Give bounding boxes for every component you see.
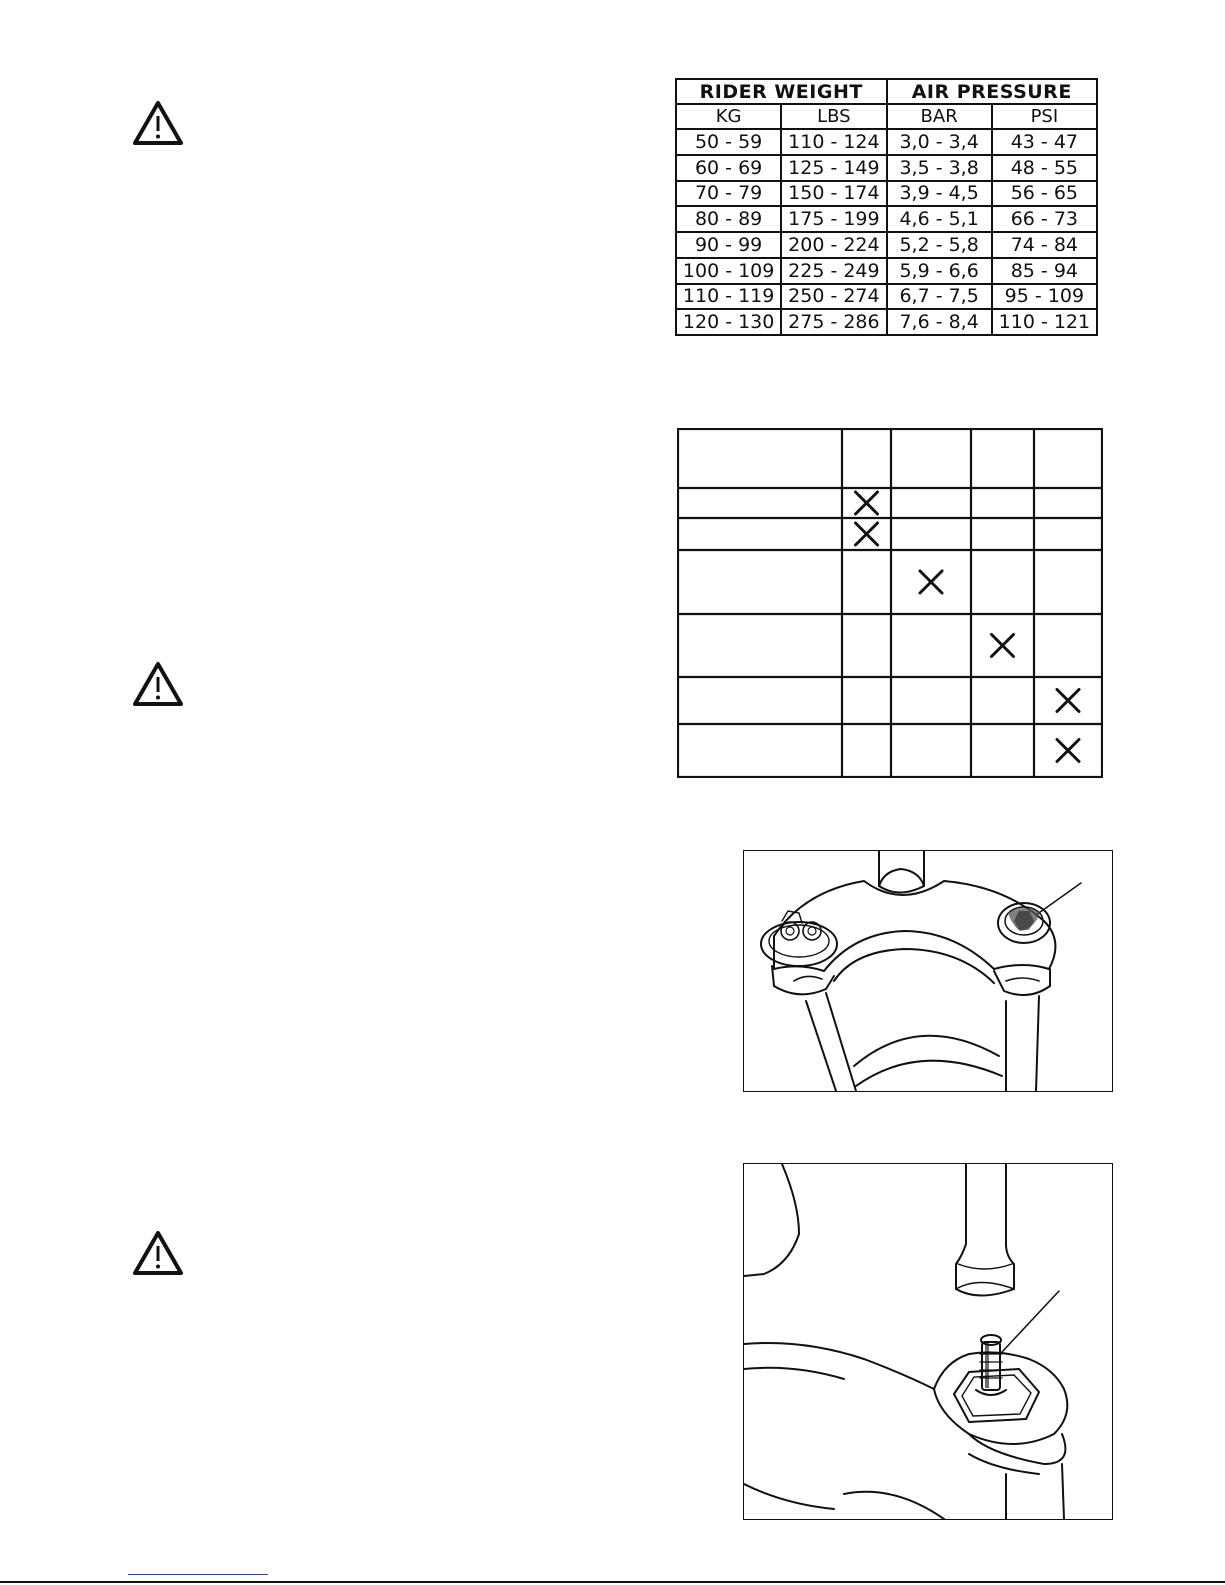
pressure-table-row [676,206,1097,232]
fork-crown-figure [743,850,1113,1092]
rider-weight-header: RIDER WEIGHT [676,79,887,104]
cross-icon [992,635,1014,657]
pressure-cell-kg: 90 - 99 [676,232,781,258]
pressure-cell-kg: 110 - 119 [676,284,781,310]
pressure-cell-lbs: 175 - 199 [781,206,886,232]
pressure-cell-psi: 56 - 65 [992,181,1097,207]
pressure-cell-bar: 4,6 - 5,1 [887,206,992,232]
pressure-cell-lbs: 275 - 286 [781,309,886,335]
pressure-cell-bar: 5,9 - 6,6 [887,258,992,284]
pressure-table-row [676,155,1097,181]
pressure-cell-lbs: 110 - 124 [781,129,886,155]
pressure-table-row [676,309,1097,335]
cross-icon [920,571,942,593]
pressure-cell-psi: 110 - 121 [992,309,1097,335]
pressure-cell-bar: 6,7 - 7,5 [887,284,992,310]
pressure-cell-kg: 60 - 69 [676,155,781,181]
warning-triangle-icon [132,661,184,707]
warning-triangle-icon [132,100,184,146]
pressure-cell-lbs: 200 - 224 [781,232,886,258]
footer-link-underline[interactable] [128,1574,268,1575]
pressure-cell-kg: 120 - 130 [676,309,781,335]
pressure-cell-kg: 80 - 89 [676,206,781,232]
pressure-cell-bar: 3,0 - 3,4 [887,129,992,155]
pressure-cell-kg: 50 - 59 [676,129,781,155]
air-pressure-table [675,78,1098,336]
pressure-cell-psi: 74 - 84 [992,232,1097,258]
pressure-cell-psi: 66 - 73 [992,206,1097,232]
kg-unit-header: KG [676,104,781,129]
pressure-cell-psi: 85 - 94 [992,258,1097,284]
pressure-cell-bar: 7,6 - 8,4 [887,309,992,335]
adjustment-matrix [677,428,1103,778]
pressure-cell-psi: 95 - 109 [992,284,1097,310]
pressure-cell-lbs: 225 - 249 [781,258,886,284]
pressure-table-row [676,284,1097,310]
bar-unit-header: BAR [887,104,992,129]
cross-icon [856,492,878,514]
psi-unit-header: PSI [992,104,1097,129]
pressure-cell-kg: 70 - 79 [676,181,781,207]
page-bottom-rule [0,1581,1225,1583]
pressure-table-row [676,181,1097,207]
pressure-cell-lbs: 150 - 174 [781,181,886,207]
pressure-cell-psi: 43 - 47 [992,129,1097,155]
pressure-cell-psi: 48 - 55 [992,155,1097,181]
pressure-cell-lbs: 250 - 274 [781,284,886,310]
warning-triangle-icon [132,1230,184,1276]
cross-icon [1057,690,1079,712]
air-pressure-header: AIR PRESSURE [887,79,1098,104]
cross-icon [856,523,878,545]
air-valve-pump-figure [743,1163,1113,1520]
pressure-table-row [676,129,1097,155]
pressure-table-row [676,232,1097,258]
pressure-cell-bar: 3,5 - 3,8 [887,155,992,181]
lbs-unit-header: LBS [781,104,886,129]
pressure-table-row [676,258,1097,284]
pressure-cell-lbs: 125 - 149 [781,155,886,181]
pressure-cell-bar: 5,2 - 5,8 [887,232,992,258]
cross-icon [1057,740,1079,762]
pressure-cell-bar: 3,9 - 4,5 [887,181,992,207]
pressure-cell-kg: 100 - 109 [676,258,781,284]
